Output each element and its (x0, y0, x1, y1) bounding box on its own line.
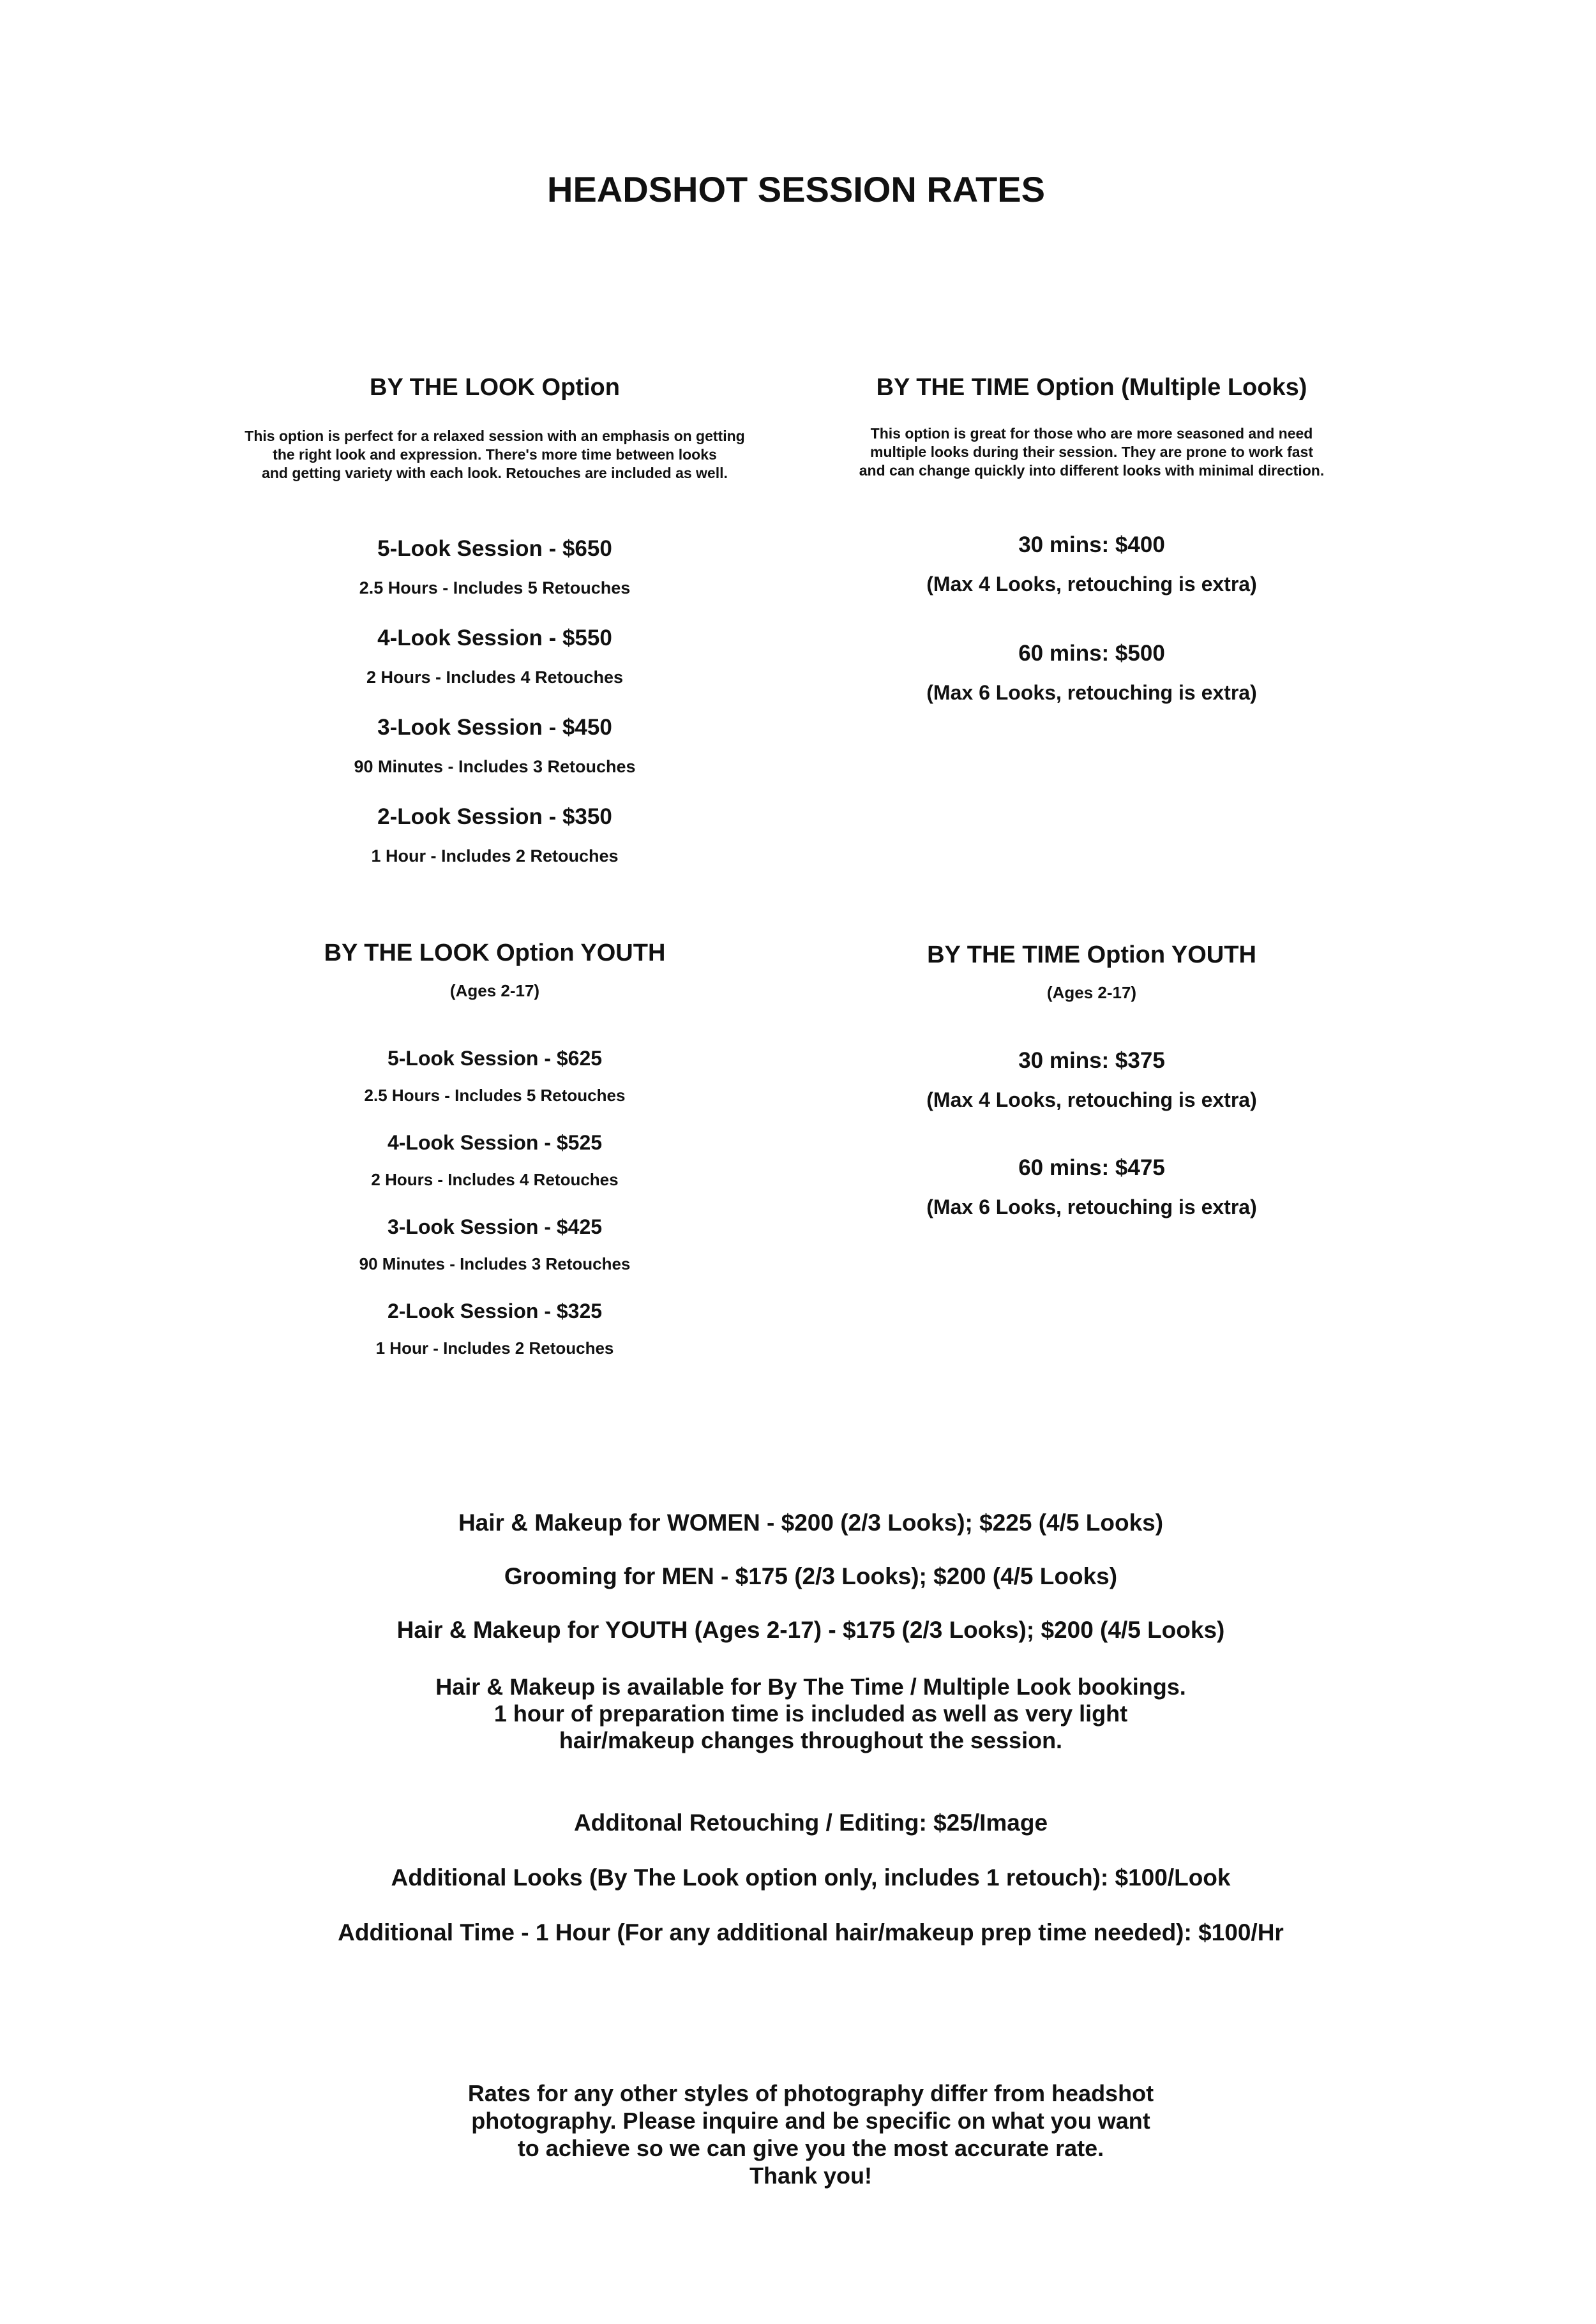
youth-look-session-3: 3-Look Session - $425 (387, 1215, 603, 1238)
look-session-2: 2-Look Session - $350 (377, 804, 612, 829)
look-session-5: 5-Look Session - $650 (377, 536, 612, 561)
grooming-men: Grooming for MEN - $175 (2/3 Looks); $200 (4/5 Looks) (504, 1563, 1118, 1589)
description-line: and getting variety with each look. Retouches are included as well. (262, 465, 728, 481)
by-the-look-description (179, 427, 811, 483)
youth-look-session-4-detail: 2 Hours - Includes 4 Retouches (371, 1170, 619, 1189)
closing-line: Thank you! (749, 2163, 872, 2189)
by-the-look-heading: BY THE LOOK Option (370, 374, 620, 401)
by-the-time-heading: BY THE TIME Option (Multiple Looks) (876, 374, 1307, 401)
time-session-30: 30 mins: $400 (1018, 532, 1165, 557)
note-line: hair/makeup changes throughout the session. (559, 1727, 1063, 1753)
youth-time-session-60-detail: (Max 6 Looks, retouching is extra) (926, 1196, 1257, 1218)
page-title: HEADSHOT SESSION RATES (547, 169, 1045, 209)
hair-makeup-note (0, 1674, 1596, 1754)
time-session-60-detail: (Max 6 Looks, retouching is extra) (926, 681, 1257, 704)
closing-line: Rates for any other styles of photography differ from headshot (467, 2080, 1154, 2106)
look-session-4: 4-Look Session - $550 (377, 626, 612, 650)
additional-time: Additional Time - 1 Hour (For any additional hair/makeup prep time needed): $100/Hr (338, 1919, 1284, 1945)
description-line: multiple looks during their session. They are prone to work fast (870, 444, 1313, 460)
look-session-5-detail: 2.5 Hours - Includes 5 Retouches (359, 578, 631, 597)
time-session-60: 60 mins: $500 (1018, 641, 1165, 666)
note-line: Hair & Makeup is available for By The Time / Multiple Look bookings. (435, 1674, 1186, 1700)
additional-retouching: Additonal Retouching / Editing: $25/Image (573, 1810, 1048, 1836)
look-session-3: 3-Look Session - $450 (377, 715, 612, 740)
hair-makeup-women: Hair & Makeup for WOMEN - $200 (2/3 Looks); $225 (4/5 Looks) (458, 1510, 1164, 1536)
by-the-time-youth-ages: (Ages 2-17) (1046, 983, 1137, 1002)
by-the-look-youth-ages: (Ages 2-17) (449, 981, 540, 1000)
youth-look-session-2: 2-Look Session - $325 (387, 1300, 603, 1323)
youth-time-session-30-detail: (Max 4 Looks, retouching is extra) (926, 1088, 1257, 1111)
look-session-4-detail: 2 Hours - Includes 4 Retouches (366, 668, 624, 687)
youth-look-session-4: 4-Look Session - $525 (387, 1131, 603, 1154)
description-line: This option is great for those who are more seasoned and need (870, 425, 1313, 442)
description-line: the right look and expression. There's more time between looks (273, 446, 717, 463)
closing-line: to achieve so we can give you the most accurate rate. (517, 2135, 1104, 2161)
youth-look-session-2-detail: 1 Hour - Includes 2 Retouches (375, 1338, 614, 1358)
youth-time-session-30: 30 mins: $375 (1018, 1048, 1165, 1073)
closing-line: photography. Please inquire and be specific on what you want (471, 2108, 1150, 2134)
time-session-30-detail: (Max 4 Looks, retouching is extra) (926, 573, 1257, 596)
description-line: and can change quickly into different looks with minimal direction. (859, 462, 1325, 479)
look-session-2-detail: 1 Hour - Includes 2 Retouches (371, 846, 619, 866)
youth-look-session-3-detail: 90 Minutes - Includes 3 Retouches (359, 1254, 631, 1273)
by-the-time-youth-heading: BY THE TIME Option YOUTH (927, 941, 1256, 968)
additional-looks: Additional Looks (By The Look option only, includes 1 retouch): $100/Look (391, 1864, 1231, 1891)
hair-makeup-youth: Hair & Makeup for YOUTH (Ages 2-17) - $175 (2/3 Looks); $200 (4/5 Looks) (396, 1617, 1225, 1643)
note-line: 1 hour of preparation time is included as well as very light (493, 1700, 1128, 1727)
description-line: This option is perfect for a relaxed session with an emphasis on getting (245, 428, 745, 444)
look-session-3-detail: 90 Minutes - Includes 3 Retouches (354, 757, 636, 776)
youth-look-session-5-detail: 2.5 Hours - Includes 5 Retouches (364, 1086, 626, 1105)
youth-time-session-60: 60 mins: $475 (1018, 1155, 1165, 1180)
by-the-look-youth-heading: BY THE LOOK Option YOUTH (324, 940, 666, 966)
youth-look-session-5: 5-Look Session - $625 (387, 1047, 603, 1070)
by-the-time-description (785, 424, 1398, 480)
closing-note (0, 2080, 1596, 2189)
